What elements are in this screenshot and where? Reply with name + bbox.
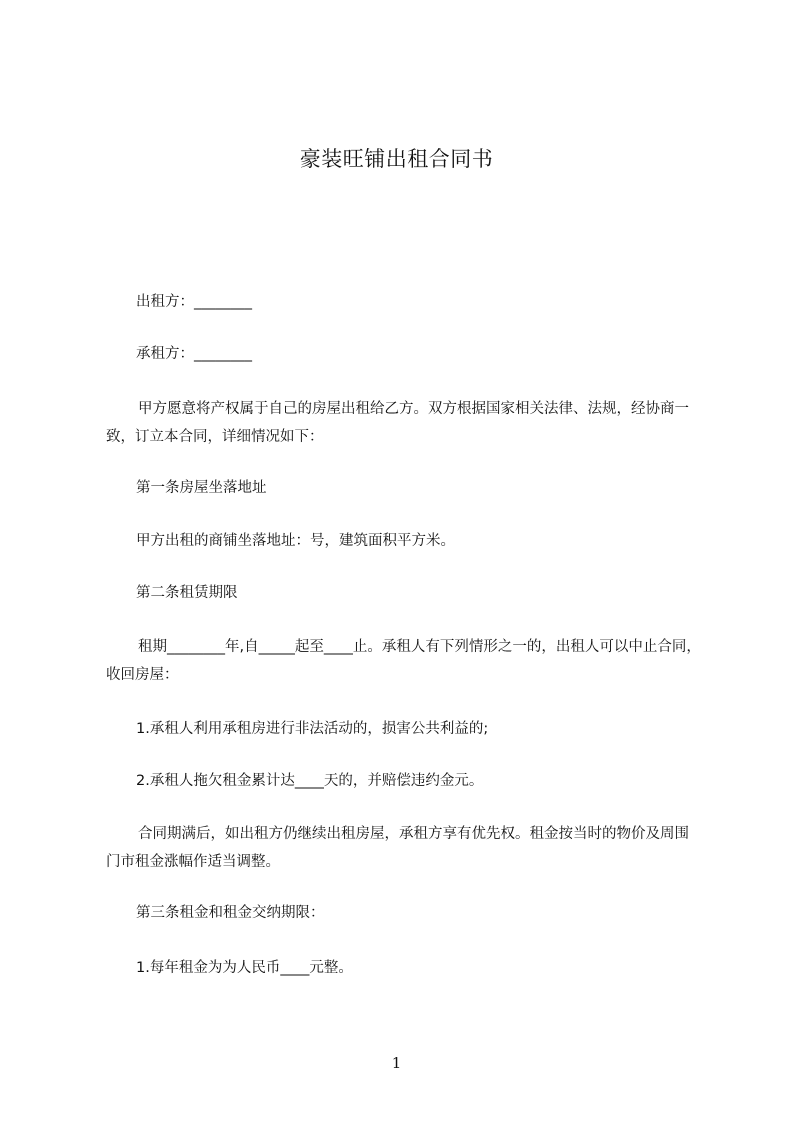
article-1-heading: 第一条房屋坐落地址: [136, 480, 267, 496]
lessee-line: 承租方：________: [136, 346, 252, 362]
lease-term-paragraph: 租期________年,自_____起至____止。承租人有下列情形之一的，出租人可以中止合同，收回房屋：: [106, 639, 701, 683]
intro-paragraph: 甲方愿意将产权属于自己的房屋出租给乙方。双方根据国家相关法律、法规，经协商一致，订立本合同，详细情况如下：: [106, 401, 689, 445]
document-title: 豪装旺铺出租合同书: [299, 147, 494, 171]
page-number: 1: [391, 1054, 402, 1072]
address-paragraph: 甲方出租的商铺坐落地址：号，建筑面积平方米。: [136, 533, 455, 549]
article-3-heading: 第三条租金和租金交纳期限：: [136, 905, 325, 921]
renewal-paragraph: 合同期满后，如出租方仍继续出租房屋，承租方享有优先权。租金按当时的物价及周围门市租金涨幅作适当调整。: [106, 826, 689, 870]
clause-1-illegal-use: 1.承租人利用承租房进行非法活动的，损害公共利益的;: [136, 721, 489, 737]
lessor-line: 出租方：________: [136, 294, 252, 310]
annual-rent-clause: 1.每年租金为为人民币____元整。: [136, 960, 353, 976]
article-2-heading: 第二条租赁期限: [136, 585, 238, 601]
clause-2-rent-arrears: 2.承租人拖欠租金累计达____天的，并赔偿违约金元。: [136, 773, 484, 789]
